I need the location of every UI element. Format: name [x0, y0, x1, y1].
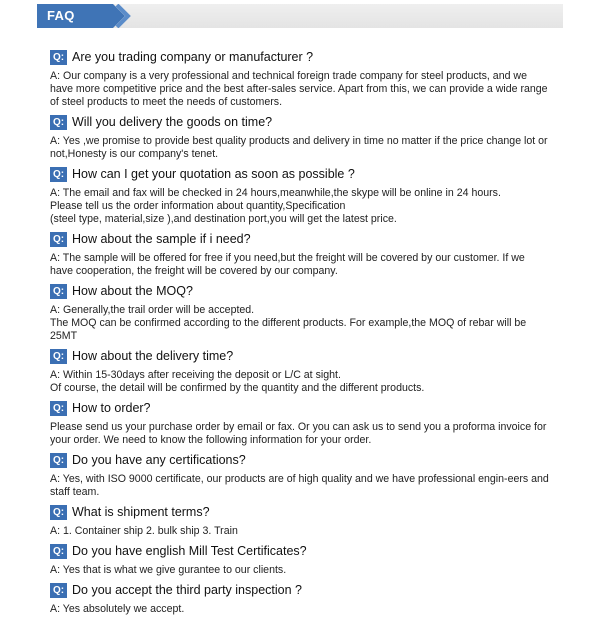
faq-title: FAQ: [47, 8, 75, 23]
faq-question-row: [50, 348, 550, 364]
question-badge: Q:: [50, 401, 67, 416]
faq-question: Will you delivery the goods on time?: [72, 115, 273, 129]
question-badge: Q:: [50, 115, 67, 130]
faq-item: [50, 49, 550, 109]
faq-answer: [50, 252, 550, 278]
faq-question-row: [50, 166, 550, 182]
faq-question-row: [50, 582, 550, 598]
faq-answer-line: (steel type, material,size ),and destination port,you will get the latest price.: [50, 213, 397, 225]
faq-answer: [50, 473, 550, 499]
faq-item: [50, 543, 550, 577]
faq-answer-line: A: Our company is a very professional and technical foreign trade company for steel products, and we have more competitive price and the best after-sales service. Apart from this, we can provide a wide range of steel products to meet the needs of customers.: [50, 70, 548, 108]
faq-answer: [50, 70, 550, 109]
question-badge: Q:: [50, 583, 67, 598]
faq-header-tab: [37, 4, 113, 28]
faq-question-row: [50, 543, 550, 559]
faq-answer: [50, 369, 550, 395]
faq-list: [50, 49, 550, 621]
faq-item: [50, 582, 550, 616]
question-badge: Q:: [50, 284, 67, 299]
faq-question: How can I get your quotation as soon as possible ?: [72, 167, 355, 181]
faq-header-bar: [37, 4, 563, 28]
faq-item: [50, 283, 550, 343]
question-badge: Q:: [50, 349, 67, 364]
faq-answer-line: A: Yes that is what we give gurantee to our clients.: [50, 564, 287, 576]
faq-question: Do you have any certifications?: [72, 453, 246, 467]
faq-answer-line: A: 1. Container ship 2. bulk ship 3. Train: [50, 525, 238, 537]
question-badge: Q:: [50, 453, 67, 468]
faq-question-row: [50, 283, 550, 299]
faq-item: [50, 400, 550, 447]
question-badge: Q:: [50, 505, 67, 520]
faq-answer-line: A: The sample will be offered for free if you need,but the freight will be covered by our customer. If we have cooperation, the freight will be covered by our company.: [50, 252, 525, 277]
faq-answer-line: A: The email and fax will be checked in 24 hours,meanwhile,the skype will be online in 24 hours.: [50, 187, 501, 199]
faq-question: How about the MOQ?: [72, 284, 193, 298]
faq-answer: [50, 421, 550, 447]
faq-answer: [50, 135, 550, 161]
faq-answer-line: Please send us your purchase order by email or fax. Or you can ask us to send you a proforma invoice for your order. We need to know the following information for your order.: [50, 421, 547, 446]
faq-item: [50, 348, 550, 395]
faq-answer: [50, 564, 550, 577]
faq-question-row: [50, 400, 550, 416]
question-badge: Q:: [50, 544, 67, 559]
faq-answer-line: Please tell us the order information about quantity,Specification: [50, 200, 346, 212]
faq-question-row: [50, 504, 550, 520]
faq-answer-line: A: Generally,the trail order will be accepted.: [50, 304, 255, 316]
faq-answer: [50, 304, 550, 343]
question-badge: Q:: [50, 232, 67, 247]
chevron-right-icon: [103, 4, 143, 28]
faq-question: Do you have english Mill Test Certificates?: [72, 544, 307, 558]
faq-question: How about the sample if i need?: [72, 232, 251, 246]
faq-answer-line: A: Within 15-30days after receiving the deposit or L/C at sight.: [50, 369, 341, 381]
question-badge: Q:: [50, 50, 67, 65]
faq-item: [50, 114, 550, 161]
faq-answer-line: A: Yes ,we promise to provide best quality products and delivery in time no matter if the price change lot or not,Honesty is our company's tenet.: [50, 135, 548, 160]
faq-question-row: [50, 231, 550, 247]
faq-answer: [50, 603, 550, 616]
faq-question-row: [50, 114, 550, 130]
faq-item: [50, 231, 550, 278]
faq-item: [50, 166, 550, 226]
faq-question: Do you accept the third party inspection ?: [72, 583, 302, 597]
faq-answer-line: A: Yes absolutely we accept.: [50, 603, 185, 615]
faq-answer: [50, 525, 550, 538]
faq-question-row: [50, 452, 550, 468]
faq-question: How to order?: [72, 401, 151, 415]
faq-item: [50, 452, 550, 499]
faq-question: How about the delivery time?: [72, 349, 234, 363]
faq-answer-line: A: Yes, with ISO 9000 certificate, our products are of high quality and we have professional engin-eers and staff team.: [50, 473, 549, 498]
faq-item: [50, 504, 550, 538]
faq-answer-line: Of course, the detail will be confirmed by the quantity and the different products.: [50, 382, 425, 394]
faq-question: Are you trading company or manufacturer ?: [72, 50, 314, 64]
question-badge: Q:: [50, 167, 67, 182]
faq-question-row: [50, 49, 550, 65]
faq-answer: [50, 187, 550, 226]
faq-answer-line: The MOQ can be confirmed according to the different products. For example,the MOQ of rebar will be 25MT: [50, 317, 527, 342]
faq-question: What is shipment terms?: [72, 505, 210, 519]
